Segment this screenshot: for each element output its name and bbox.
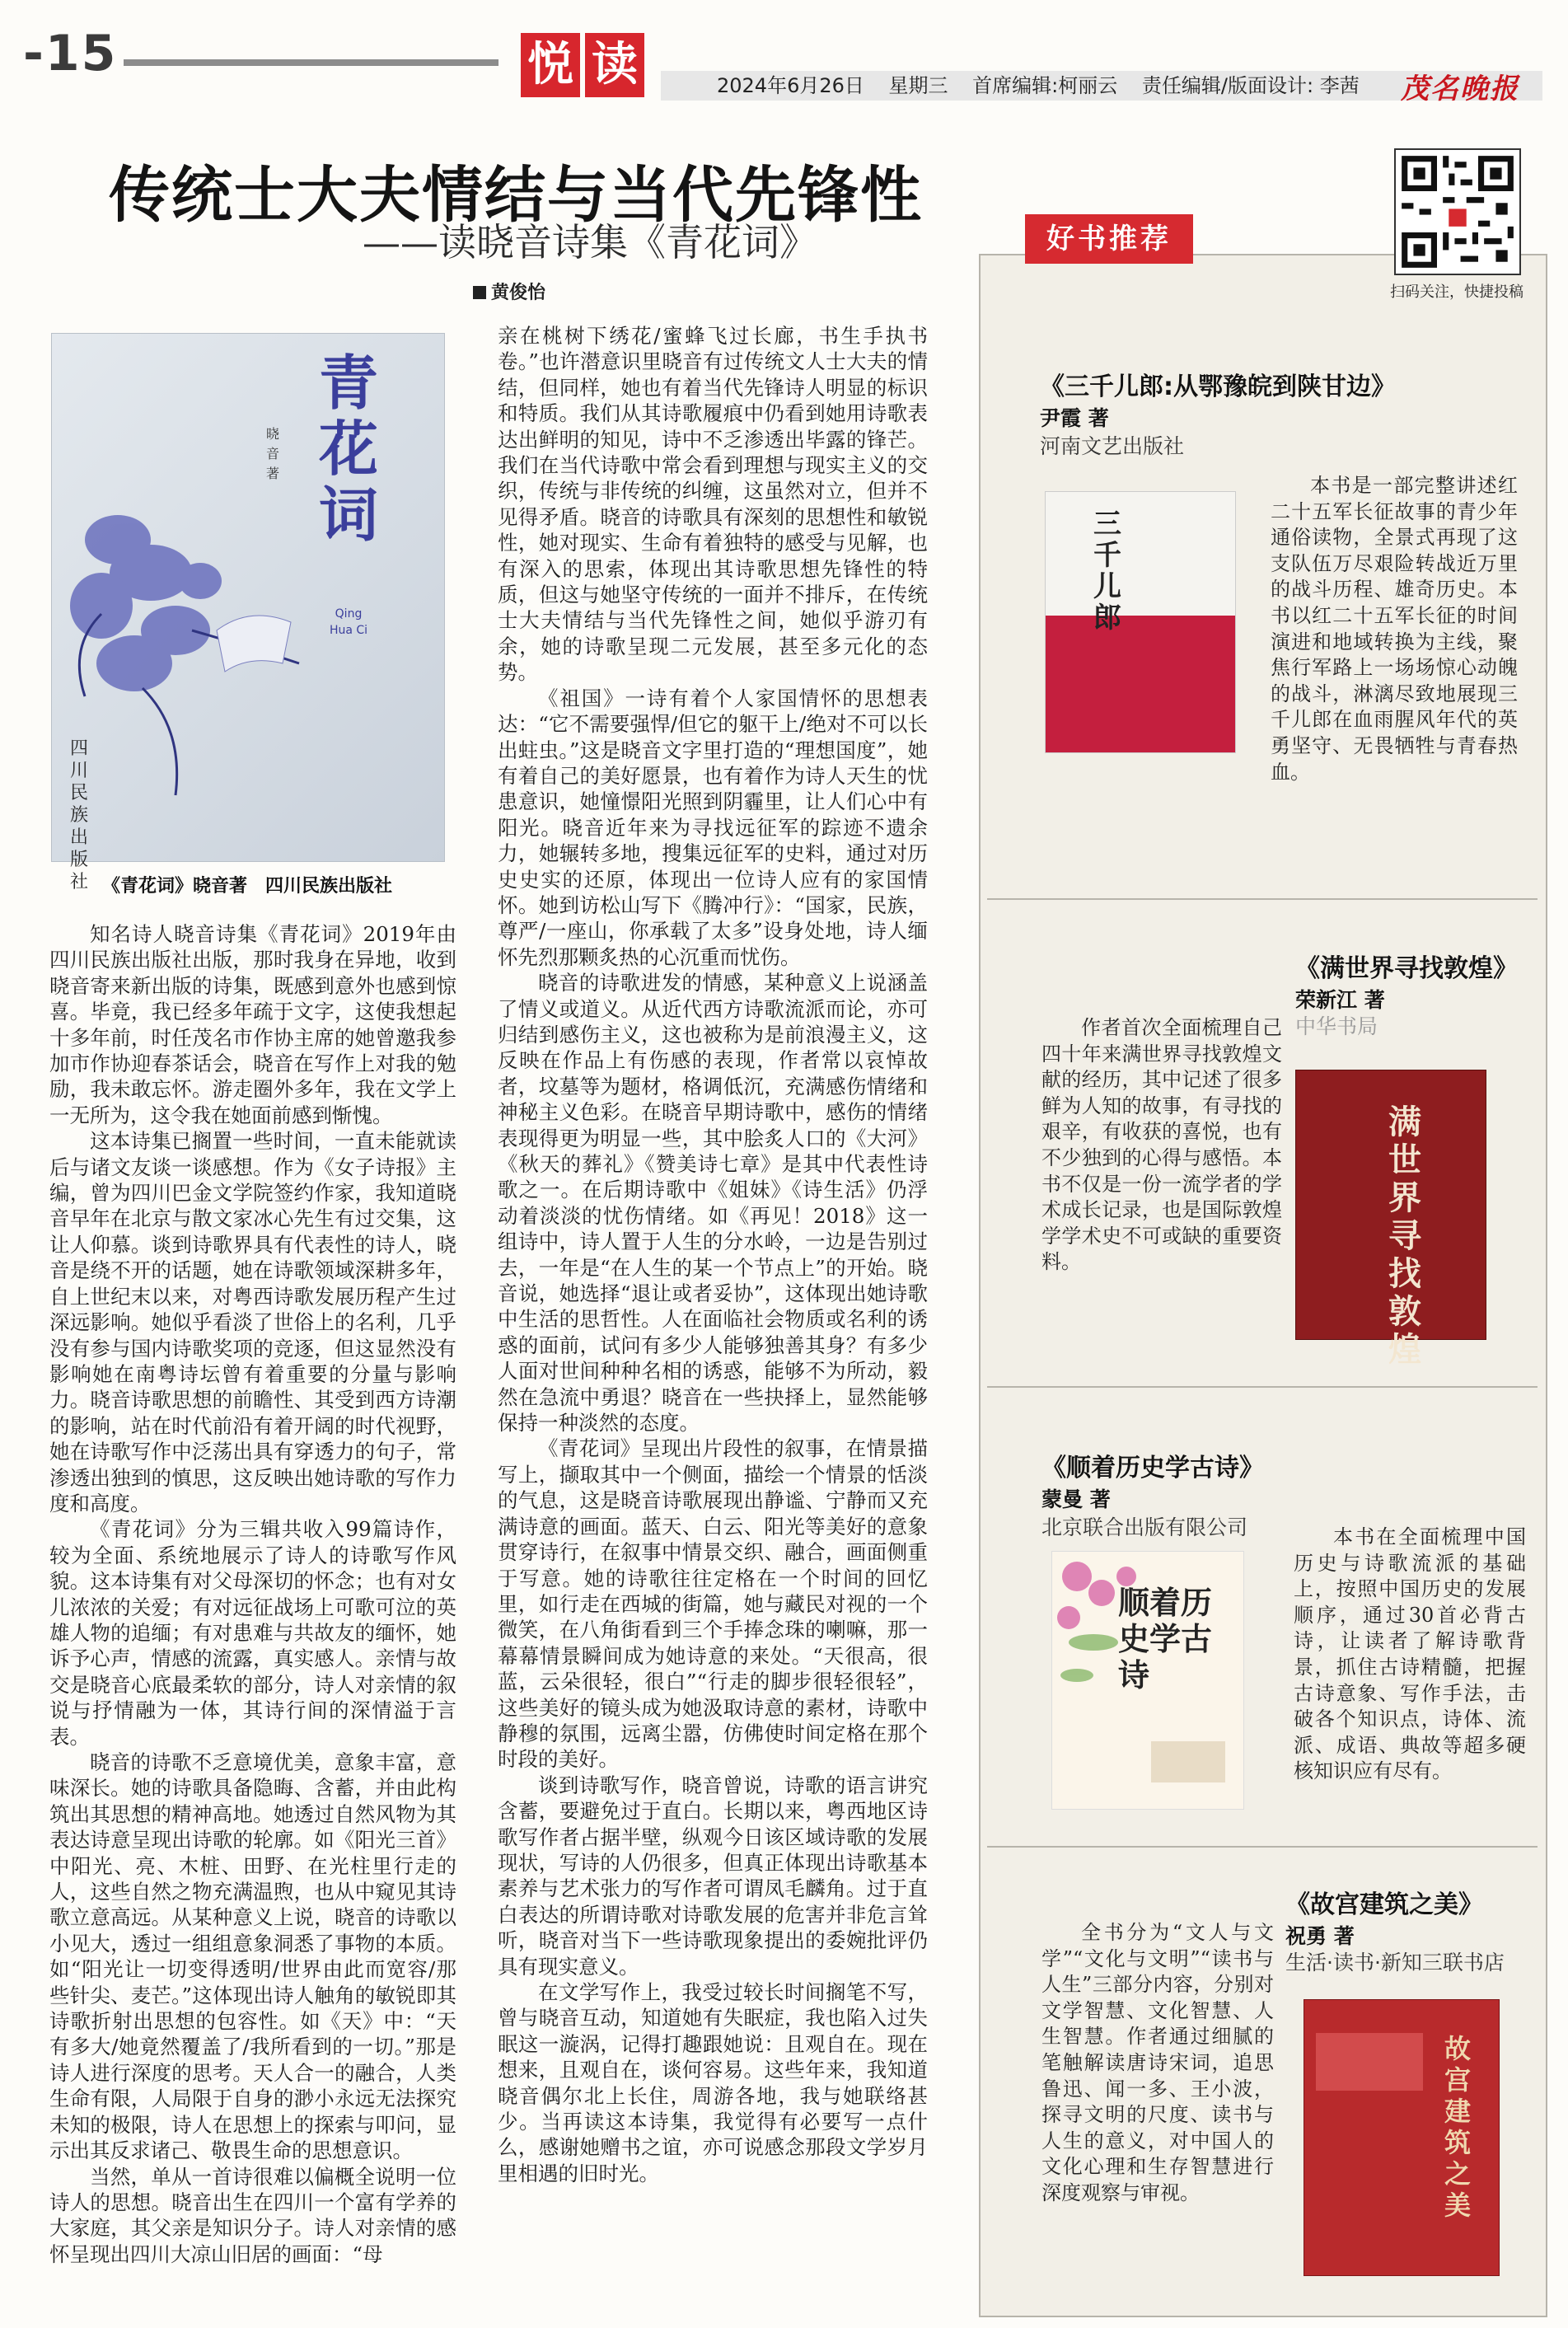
book-description (1041, 1920, 1274, 2207)
book-description-text: 本书在全面梳理中国历史与诗歌流派的基础上，按照中国历史的发展顺序，通过30首必背古诗，让读者了解诗歌背景，抓住古诗精髓，把握古诗意象、写作手法，击破各个知识点，诗体、流派、成语、典故等超多硬核知识应有尽有。 (1294, 1525, 1526, 1783)
book-description-text: 本书是一部完整讲述红二十五军长征故事的青少年通俗读物，全景式再现了这支队伍万尽艰险转战近万里的战斗历程、雄奇历史。本书以红二十五军长征的时间演进和地域转换为主线，聚焦行军路上一场场惊心动魄的战斗，淋漓尽致地展现三千儿郎在血雨腥风年代的英勇坚守、无畏牺牲与青春热血。 (1271, 474, 1518, 784)
paragraph: 知名诗人晓音诗集《青花词》2019年由四川民族出版社出版，那时我身在异地，收到晓音寄来新出版的诗集，既感到意外也感到惊喜。毕竟，我已经多年疏于文字，这使我想起十多年前，时任茂名市作协主席的她曾邀我参加市作协迎春茶话会，晓音在写作上对我的勉励，我未敢忘怀。游走圈外多年，我在文学上一无所为，这令我在她面前感到惭愧。 (49, 922, 456, 1127)
qr-pattern (1396, 150, 1519, 274)
book-title: 《故宫建筑之美》 (1285, 1890, 1483, 1919)
qr-caption: 扫码关注，快捷投稿 (1390, 283, 1524, 301)
book-publisher: 北京联合出版有限公司 (1041, 1515, 1248, 1539)
book-author: 蒙曼 著 (1041, 1487, 1111, 1511)
article-author: 黄俊怡 (473, 279, 545, 304)
book-title: 《顺着历史学古诗》 (1041, 1454, 1264, 1483)
paragraph: 亲在桃树下绣花/蜜蜂飞过长廊，书生手执书卷。”也许潜意识里晓音有过传统文人士大夫的情结，但同样，她也有着当代先锋诗人明显的标识和特质。我们从其诗歌履痕中仍看到她用诗歌表达出鲜明的知见，诗中不乏渗透出毕露的锋芒。我们在当代诗歌中常会看到理想与现实主义的交织，传统与非传统的纠缠，这虽然对立，但并不见得矛盾。晓音的诗歌具有深刻的思想性和敏锐性，她对现实、生命有着独特的感受与见解，也有深入的思索，体现出其诗歌思想先锋性的特质，但这与她坚守传统的一面并不排斥，在传统士大夫情结与当代先锋性之间，她似乎游刃有余，她的诗歌呈现二元发展，甚至多元化的态势。 (498, 324, 928, 685)
book-description (1271, 473, 1518, 785)
section-divider (987, 1846, 1538, 1848)
cover-title: 满世界寻找敦煌 (1388, 1103, 1421, 1369)
paragraph: 当然，单从一首诗很难以偏概全说明一位诗人的思想。晓音出生在四川一个富有学养的大家庭，其父亲是知识分子。诗人对亲情的感怀呈现出四川大凉山旧居的画面：“母 (49, 2164, 456, 2266)
book-description (1294, 1525, 1526, 1785)
article-column-1 (49, 921, 456, 2322)
book-cover-image (1295, 1070, 1486, 1369)
cover-title: 顺着历史学古诗 (1118, 1584, 1213, 1693)
book-publisher: 河南文艺出版社 (1040, 434, 1185, 458)
cover-author: 晓 音 著 (266, 426, 280, 481)
article-column-2 (498, 323, 928, 2317)
book-author: 祝勇 著 (1285, 1924, 1355, 1948)
paragraph: 在文学写作上，我受过较长时间搁笔不写，曾与晓音互动，知道她有失眠症，我也陷入过失眠这一漩涡，记得打趣跟她说：且观自在。现在想来，且观自在，谈何容易。这些年来，我知道晓音偶尔北上长住，周游各地，我与她联络甚少。当再读这本诗集，我觉得有必要写一点什么，感谢她赠书之谊，亦可说感念那段文学岁月里相遇的旧时光。 (498, 1980, 928, 2185)
book-author: 荣新江 著 (1295, 988, 1385, 1012)
paragraph: 《祖国》一诗有着个人家国情怀的思想表达：“它不需要强悍/但它的躯干上/绝对不可以长出蛀虫。”这是晓音文字里打造的“理想国度”，她有着自己的美好愿景，也有着作为诗人天生的忧患意识，她憧憬阳光照到阴霾里，让人们心中有阳光。晓音近年来为寻找远征军的踪迹不遗余力，她辗转多地，搜集远征军的史料，通过对历史史实的还原，体现出一位诗人应有的家国情怀。她到访松山写下《腾冲行》：“国家，民族，尊严/一座山，你承载了太多”设身处地，诗人缅怀先烈那颗炙热的心沉重而忧伤。 (498, 686, 928, 969)
book-description (1041, 1015, 1282, 1276)
chief-editor: 首席编辑:柯丽云 (972, 74, 1118, 97)
qr-code-icon[interactable] (1394, 148, 1521, 275)
book-title: 《三千儿郎:从鄂豫皖到陕甘边》 (1040, 372, 1396, 401)
book-cover-image (1045, 491, 1236, 753)
book-publisher: 生活·读书·新知三联书店 (1285, 1951, 1505, 1974)
section-editor: 责任编辑/版面设计: 李茜 (1141, 74, 1360, 97)
book-description-text: 全书分为“文人与文学”“文化与文明”“读书与人生”三部分内容，分别对文学智慧、文化智慧、人生智慧。作者通过细腻的笔触解读唐诗宋词，追思鲁迅、闻一多、王小波，探寻文明的尺度、读书与人生的意义，对中国人的文化心理和生存智慧进行深度观察与审视。 (1041, 1921, 1274, 2204)
page-number: -15 (23, 25, 118, 82)
sidebar-tab-label: 好书推荐 (1025, 214, 1193, 264)
section-divider (987, 1386, 1538, 1388)
cover-title: 故宫建筑之美 (1444, 2033, 1472, 2221)
issue-date: 2024年6月26日 (717, 74, 864, 97)
article-subtitle: ——读晓音诗集《青花词》 (363, 220, 817, 265)
header-info (717, 71, 1378, 101)
paragraph: 晓音的诗歌进发的情感，某种意义上说涵盖了情义或道义。从近代西方诗歌流派而论，亦可归结到感伤主义，这也被称为是前浪漫主义，这反映在作品上有伤感的表现，作者常以哀悼故者，坟墓等为题材，格调低沉，充满感伤情绪和神秘主义色彩。在晓音早期诗歌中，感伤的情绪表现得更为明显一些，其中脍炙人口的《大河》《秋天的葬礼》《赞美诗七章》是其中代表性诗歌之一。在后期诗歌中《姐妹》《诗生活》仍浮动着淡淡的忧伤情绪。如《再见！2018》这一组诗中，诗人置于人生的分水岭，一边是告别过去，一年是“在人生的某一个节点上”的开始。晓音说，她选择“退让或者妥协”，这体现出她诗歌中生活的思哲性。人在面临社会物质或名利的诱惑的面前，试问有多少人能够独善其身？有多少人面对世间种种名相的诱惑，能够不为所动，毅然在急流中勇退？晓音在一些抉择上，显然能够保持一种淡然的态度。 (498, 971, 928, 1436)
paragraph: 《青花词》呈现出片段性的叙事，在情景描写上，撷取其中一个侧面，描绘一个情景的恬淡的气息，这是晓音诗歌展现出静谧、宁静而又充满诗意的画面。蓝天、白云、阳光等美好的意象贯穿诗行，在叙事中情景交织、融合，画面侧重于写意。她的诗歌往往定格在一个时间的回忆里，如行走在西城的街篇，她与藏民对视的一个微笑，在八角街看到三个手捧念珠的喇嘛，那一幕幕情景瞬间成为她诗意的来处。“天很高，很蓝，云朵很轻，很白”“行走的脚步很轻很轻”，这些美好的镜头成为她汲取诗意的素材，诗歌中静穆的氛围，远离尘嚣，仿佛使时间定格在那个时段的美好。 (498, 1436, 928, 1772)
book-cover-image (1304, 1999, 1500, 2276)
header-rule (124, 59, 498, 66)
cover-panel (1316, 2033, 1423, 2091)
column-badge-1: 悦 (521, 33, 580, 97)
paragraph: 晓音的诗歌不乏意境优美，意象丰富，意味深长。她的诗歌具备隐晦、含蓄，并由此构筑出其思想的精神高地。她透过自然风物为其表达诗意呈现出诗歌的轮廓。如《阳光三首》中阳光、亮、木桩、田野、在光柱里行走的人，这些自然之物充满温煦，也从中窥见其诗歌立意高远。从某种意义上说，晓音的诗歌以小见大，透过一组组意象洞悉了事物的本质。如“阳光让一切变得透明/世界由此而宽容/那些针尖、麦芒。”这体现出诗人触角的敏锐即其诗歌折射出思想的包容性。如《天》中：“天有多大/她竟然覆盖了/我所看到的一切。”那是诗人进行深度的思考。天人合一的融合，人类生命有限，人局限于自身的渺小永远无法探究未知的极限，诗人在思想上的探索与叩问，显示出其反求诸己、敬畏生命的思想意识。 (49, 1750, 456, 2163)
paragraph: 这本诗集已搁置一些时间，一直未能就读后与诸文友谈一谈感想。作为《女子诗报》主编，曾为四川巴金文学院签约作家，我知道晓音早年在北京与散文家冰心先生有过交集，这让人仰慕。谈到诗歌界具有代表性的诗人，晓音是绕不开的话题，她在诗歌领域深耕多年，自上世纪末以来，对粤西诗歌发展历程产生过深远影响。她似乎看淡了世俗上的名利，几乎没有参与国内诗歌奖项的竞逐，但这显然没有影响她在南粤诗坛曾有着重要的分量与影响力。晓音诗歌思想的前瞻性、其受到西方诗潮的影响，站在时代前沿有着开阔的时代视野，她在诗歌写作中泛荡出具有穿透力的句子，常渗透出独到的慎思，这反映出她诗歌的写作力度和高度。 (49, 1129, 456, 1515)
section-divider (987, 898, 1538, 900)
paragraph: 谈到诗歌写作，晓音曾说，诗歌的语言讲究含蓄，要避免过于直白。长期以来，粤西地区诗歌写作者占据半壁，纵观今日该区域诗歌的发展现状，写诗的人仍很多，但真正体现出诗歌基本素养与艺术张力的写作者可谓凤毛麟角。过于直白表达的所谓诗歌对诗歌发展的危害并非危言耸听，晓音对当下一些诗歌现象提出的委婉批评仍具有现实意义。 (498, 1773, 928, 1979)
issue-weekday: 星期三 (888, 74, 948, 97)
cover-red-band (1046, 616, 1235, 752)
book-cover-image (1051, 1551, 1244, 1810)
newspaper-logo: 茂名晚报 (1401, 73, 1519, 105)
book-publisher: 中华书局 (1295, 1014, 1378, 1038)
cover-publisher: 四川民族出版社 (70, 738, 89, 892)
cover-title: 三千儿郎 (1093, 508, 1121, 635)
book-title: 《满世界寻找敦煌》 (1295, 954, 1518, 983)
column-badge-2: 读 (585, 33, 644, 97)
paragraph: 《青花词》分为三辑共收入99篇诗作，较为全面、系统地展示了诗人的诗歌写作风貌。这本诗集有对父母深切的怀念；也有对女儿浓浓的关爱；有对远征战场上可歌可泣的英雄人物的追缅；有对患难与共故友的缅怀，她诉予心声，情感的流露，真实感人。亲情与故交是晓音心底最柔软的部分，诗人对亲情的叙说与抒情融为一体，其诗行间的深情溢于言表。 (49, 1517, 456, 1749)
book-author: 尹霞 著 (1040, 406, 1109, 430)
cover-title: 青花词 (318, 348, 378, 550)
article-title: 传统士大夫情结与当代先锋性 (109, 160, 923, 231)
book-description-text: 作者首次全面梳理自己四十年来满世界寻找敦煌文献的经历，其中记述了很多鲜为人知的故事，有寻找的艰辛，有收获的喜悦，也有不少独到的心得与感悟。本书不仅是一份一流学者的学术成长记录，也是国际敦煌学学术史不可或缺的重要资料。 (1041, 1016, 1282, 1274)
cover-pinyin: Qing Hua Ci (329, 607, 368, 637)
image-caption: 《青花词》晓音著 四川民族出版社 (101, 876, 392, 897)
cover-flower-art (52, 334, 444, 861)
